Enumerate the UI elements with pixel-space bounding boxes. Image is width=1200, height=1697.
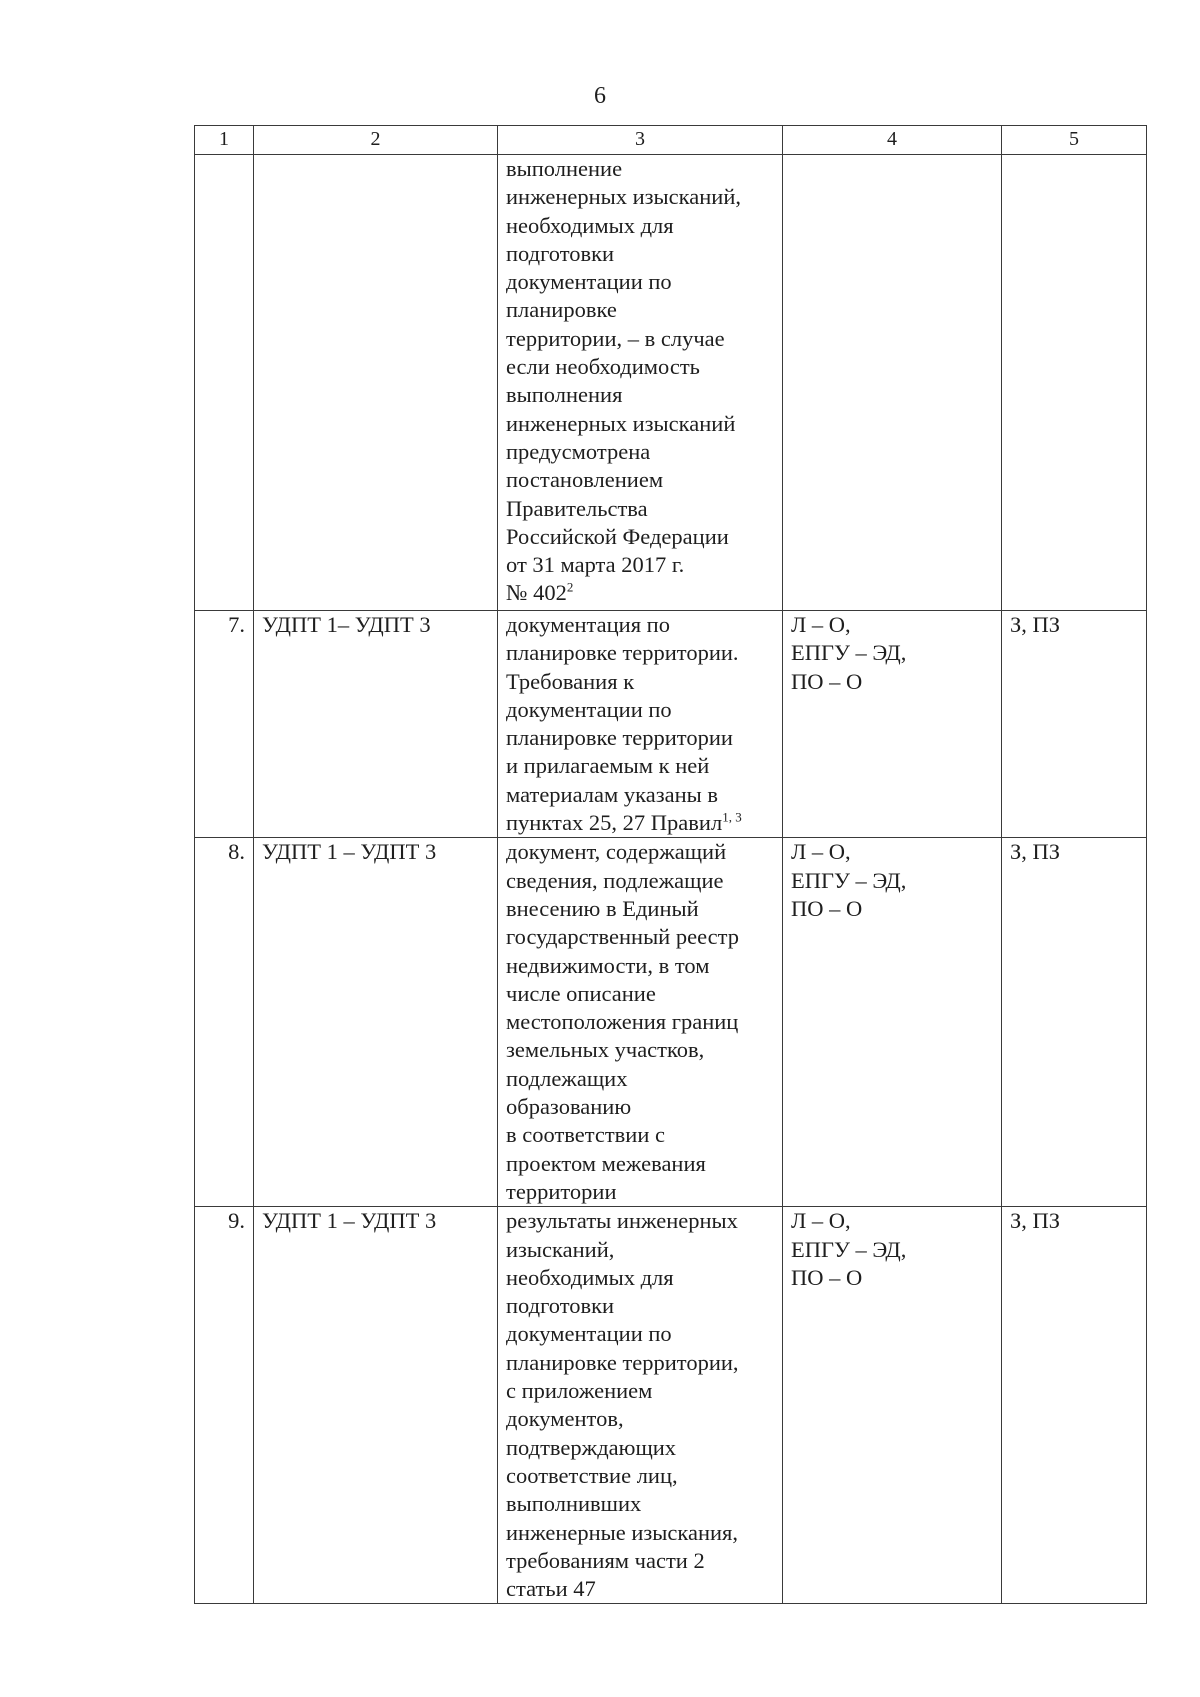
description-line: и прилагаемым к ней bbox=[506, 753, 710, 779]
footnote-reference: 2 bbox=[566, 579, 574, 595]
submission-form-cell bbox=[783, 838, 1002, 1207]
description-last-line bbox=[506, 809, 774, 837]
form-line: ПО – О bbox=[791, 668, 863, 694]
description-line: подлежащих bbox=[506, 1065, 628, 1091]
row-number-cell: 7. bbox=[195, 611, 254, 838]
description-line: планировке территории. bbox=[506, 640, 739, 666]
subject-cell: УДПТ 1 – УДПТ 3 bbox=[254, 1207, 498, 1604]
description-line: выполнения bbox=[506, 382, 623, 408]
description-line: с приложением bbox=[506, 1378, 653, 1404]
document-description-cell bbox=[498, 155, 783, 611]
description-line: подтверждающих bbox=[506, 1434, 677, 1460]
description-line: от 31 марта 2017 г. bbox=[506, 552, 685, 578]
subject-cell: УДПТ 1 – УДПТ 3 bbox=[254, 838, 498, 1207]
document-description-cell bbox=[498, 1207, 783, 1604]
description-line: земельных участков, bbox=[506, 1037, 705, 1063]
description-line: необходимых для bbox=[506, 212, 674, 238]
description-line: числе описание bbox=[506, 980, 656, 1006]
description-line: материалам указаны в bbox=[506, 781, 718, 807]
description-line: постановлением bbox=[506, 467, 664, 493]
description-line: статьи 47 bbox=[506, 1576, 596, 1602]
description-line: соответствие лиц, bbox=[506, 1462, 678, 1488]
description-line: если необходимость bbox=[506, 354, 700, 380]
document-description-cell bbox=[498, 611, 783, 838]
row-number-cell: 8. bbox=[195, 838, 254, 1207]
form-line: Л – О, bbox=[791, 612, 851, 637]
description-line: Российской Федерации bbox=[506, 523, 729, 549]
form-line: ЕПГУ – ЭД, bbox=[791, 640, 907, 666]
description-line: внесению в Единый bbox=[506, 895, 699, 921]
description-line: документации по bbox=[506, 1321, 672, 1347]
description-line: выполнивших bbox=[506, 1491, 642, 1517]
submission-form-cell bbox=[783, 1207, 1002, 1604]
column-number-4: 4 bbox=[783, 126, 1002, 155]
submission-form-cell bbox=[783, 155, 1002, 611]
description-line: документация по bbox=[506, 612, 670, 637]
column-number-2: 2 bbox=[254, 126, 498, 155]
description-line: территории, – в случае bbox=[506, 325, 725, 351]
form-line: Л – О, bbox=[791, 1208, 851, 1234]
description-line: государственный реестр bbox=[506, 924, 739, 950]
description-line: образованию bbox=[506, 1094, 632, 1120]
description-line: документ, содержащий bbox=[506, 839, 727, 865]
description-line: необходимых для bbox=[506, 1264, 674, 1290]
description-line: документации по bbox=[506, 269, 672, 295]
subject-cell: УДПТ 1– УДПТ 3 bbox=[254, 611, 498, 838]
table-row-7 bbox=[195, 611, 1147, 838]
description-line-text: № 402 bbox=[506, 580, 567, 606]
description-line: инженерные изыскания, bbox=[506, 1519, 739, 1545]
code-cell: З, ПЗ bbox=[1002, 838, 1147, 1207]
footnote-reference: 1, 3 bbox=[722, 809, 742, 825]
page-number: 6 bbox=[594, 83, 606, 109]
row-number-cell bbox=[195, 155, 254, 611]
description-line: инженерных изысканий bbox=[506, 410, 736, 436]
document-table bbox=[194, 125, 1147, 1604]
document-description-cell bbox=[498, 838, 783, 1207]
description-line: подготовки bbox=[506, 1293, 615, 1319]
table-row-9 bbox=[195, 1207, 1147, 1604]
description-line: подготовки bbox=[506, 240, 615, 266]
form-line: ЕПГУ – ЭД, bbox=[791, 1236, 907, 1262]
code-cell bbox=[1002, 155, 1147, 611]
subject-cell bbox=[254, 155, 498, 611]
description-line: проектом межевания bbox=[506, 1150, 706, 1176]
description-line: территории bbox=[506, 1178, 617, 1204]
code-cell: З, ПЗ bbox=[1002, 611, 1147, 838]
description-line: результаты инженерных bbox=[506, 1208, 738, 1234]
table-header-row bbox=[195, 126, 1147, 155]
description-line: предусмотрена bbox=[506, 438, 651, 464]
description-line: недвижимости, в том bbox=[506, 952, 710, 978]
form-line: ПО – О bbox=[791, 895, 863, 921]
description-line: изысканий, bbox=[506, 1236, 615, 1262]
description-line-text: пунктах 25, 27 Правил bbox=[506, 810, 723, 836]
column-number-5: 5 bbox=[1002, 126, 1147, 155]
column-number-1: 1 bbox=[195, 126, 254, 155]
description-line: инженерных изысканий, bbox=[506, 184, 741, 210]
description-line: Правительства bbox=[506, 495, 648, 521]
description-line: требованиям части 2 bbox=[506, 1547, 705, 1573]
description-line: документации по bbox=[506, 696, 672, 722]
form-line: Л – О, bbox=[791, 839, 851, 865]
code-cell: З, ПЗ bbox=[1002, 1207, 1147, 1604]
description-line: местоположения границ bbox=[506, 1009, 739, 1035]
description-line: планировке территории, bbox=[506, 1349, 739, 1375]
description-line: планировке bbox=[506, 297, 617, 323]
description-line: сведения, подлежащие bbox=[506, 867, 724, 893]
description-line: планировке территории bbox=[506, 725, 733, 751]
description-line: документов, bbox=[506, 1406, 624, 1432]
form-line: ЕПГУ – ЭД, bbox=[791, 867, 907, 893]
column-number-3: 3 bbox=[498, 126, 783, 155]
description-line: Требования к bbox=[506, 668, 635, 694]
description-last-line bbox=[506, 579, 774, 607]
form-line: ПО – О bbox=[791, 1264, 863, 1290]
submission-form-cell bbox=[783, 611, 1002, 838]
table-row-continuation bbox=[195, 155, 1147, 611]
row-number-cell: 9. bbox=[195, 1207, 254, 1604]
table-row-8 bbox=[195, 838, 1147, 1207]
description-line: выполнение bbox=[506, 156, 623, 181]
description-line: в соответствии с bbox=[506, 1122, 665, 1148]
